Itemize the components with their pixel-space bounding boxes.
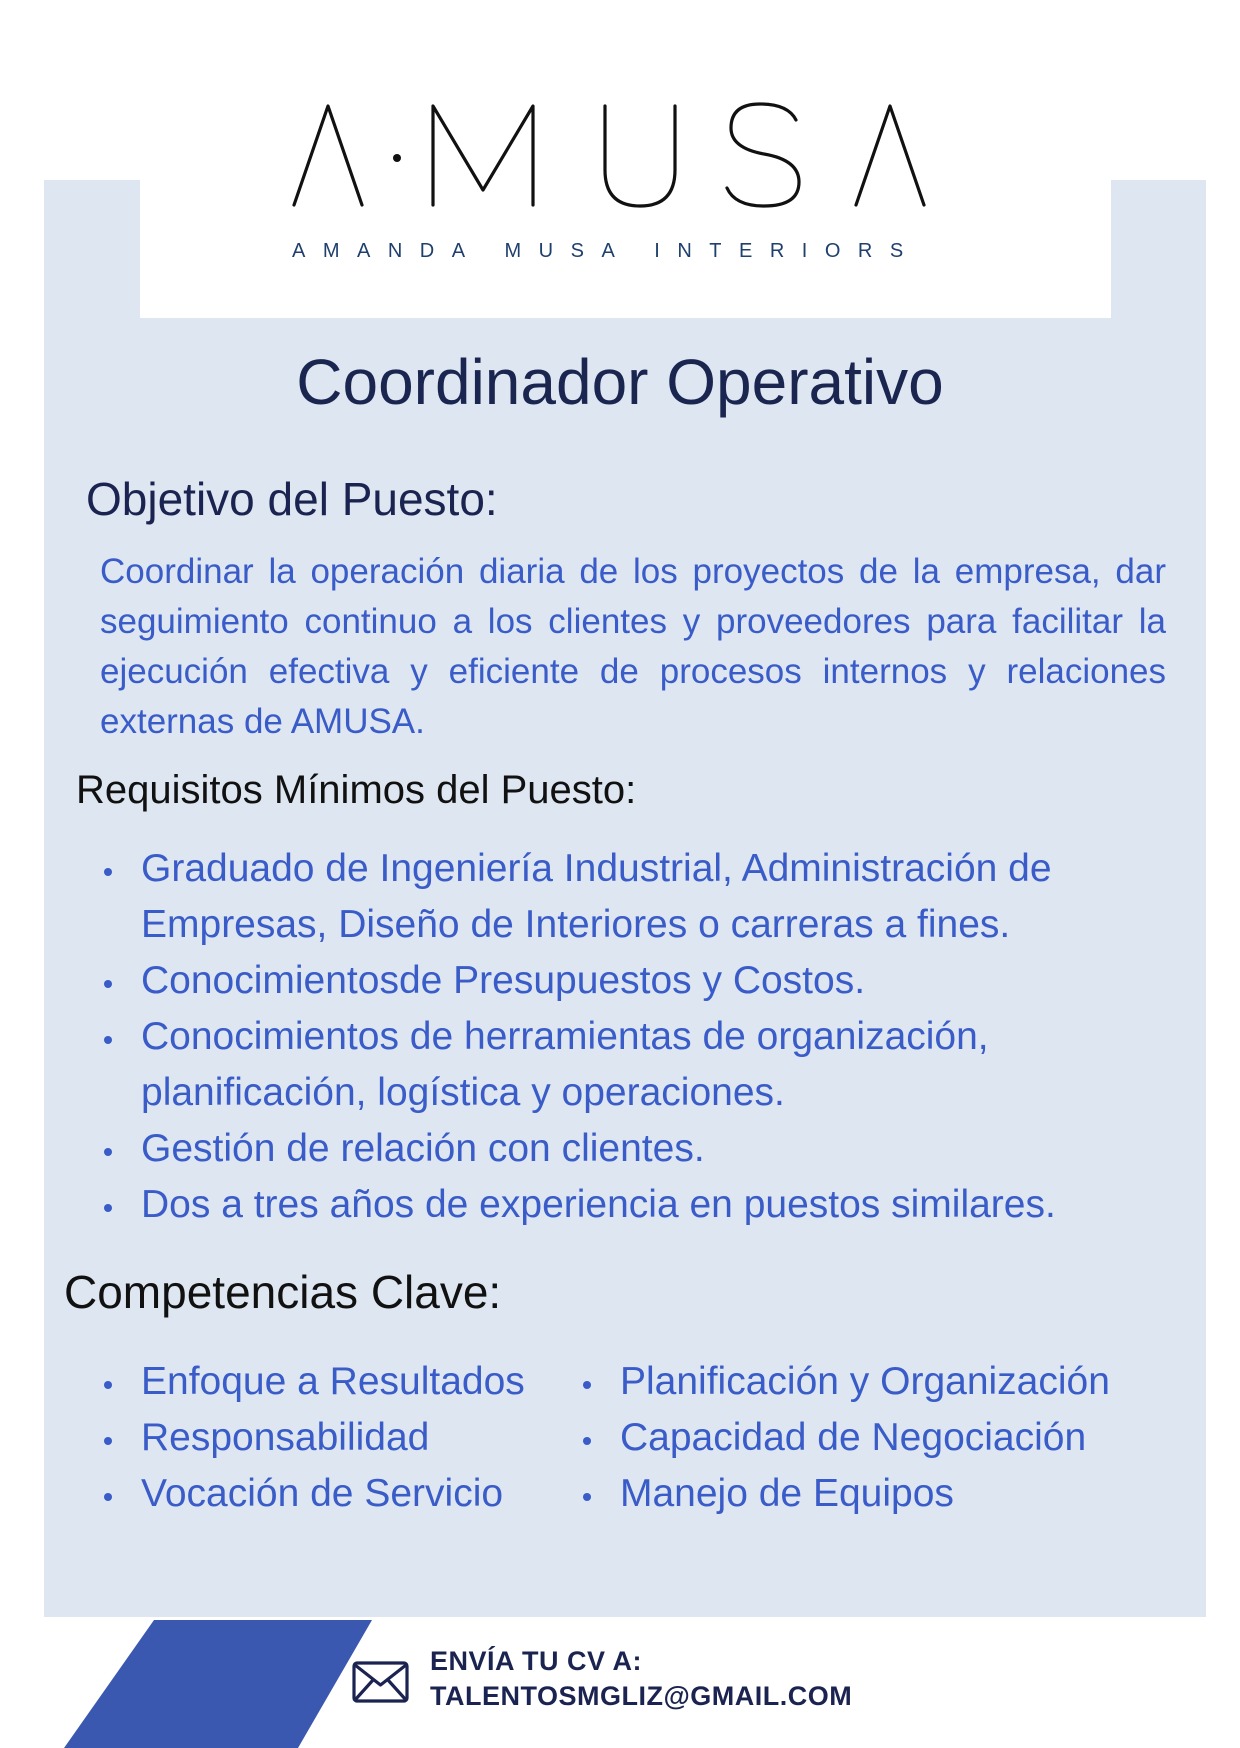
requirements-list — [100, 841, 1180, 1233]
competencies-list-left — [100, 1354, 525, 1522]
requirements-heading: Requisitos Mínimos del Puesto: — [76, 768, 637, 812]
envelope-icon — [352, 1661, 409, 1703]
list-item: Gestión de relación con clientes. — [100, 1121, 1180, 1177]
list-item: Vocación de Servicio — [100, 1466, 525, 1522]
list-item: Conocimientosde Presupuestos y Costos. — [100, 953, 1180, 1009]
contact-email[interactable]: TALENTOSMGLIZ@GMAIL.COM — [430, 1681, 853, 1711]
logo-tagline: AMANDA MUSA INTERIORS — [292, 240, 921, 262]
list-item: Responsabilidad — [100, 1410, 525, 1466]
list-item: Dos a tres años de experiencia en puestos similares. — [100, 1177, 1180, 1233]
list-item: Conocimientos de herramientas de organización, planificación, logística y operaciones. — [100, 1009, 1180, 1121]
cta-label: ENVÍA TU CV A: — [430, 1646, 643, 1676]
objective-heading: Objetivo del Puesto: — [86, 473, 498, 525]
list-item: Graduado de Ingeniería Industrial, Administración de Empresas, Diseño de Interiores o carreras a fines. — [100, 841, 1180, 953]
list-item: Capacidad de Negociación — [579, 1410, 1110, 1466]
objective-text: Coordinar la operación diaria de los proyectos de la empresa, dar seguimiento continuo a los clientes y proveedores para facilitar la ejecución efectiva y eficiente de procesos internos y relaciones externas de AMUSA. — [100, 552, 1166, 741]
list-item: Planificación y Organización — [579, 1354, 1110, 1410]
list-item: Manejo de Equipos — [579, 1466, 1110, 1522]
competencies-heading: Competencias Clave: — [64, 1266, 502, 1318]
page-title: Coordinador Operativo — [296, 346, 944, 418]
competencies-list-right — [579, 1354, 1110, 1522]
amusa-logo-wordmark — [290, 100, 960, 212]
list-item: Enfoque a Resultados — [100, 1354, 525, 1410]
